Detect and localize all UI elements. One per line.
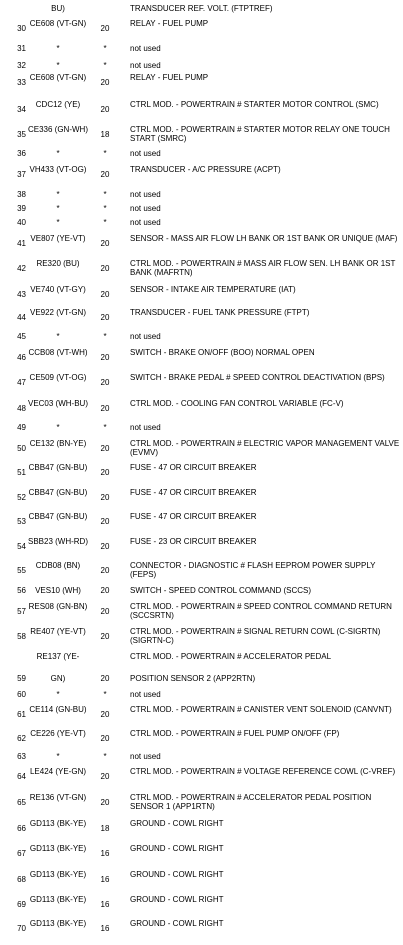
wire-gauge: 20 [100,710,110,719]
table-row [0,330,403,342]
wire-gauge: * [103,190,107,199]
circuit-function: not used [130,332,161,341]
circuit-id: * [56,332,60,341]
wire-gauge: 20 [100,542,110,551]
circuit-function: not used [130,149,161,158]
table-row [0,766,403,786]
wire-gauge: 20 [100,170,110,179]
wire-gauge: 20 [100,239,110,248]
circuit-function: CTRL MOD. - POWERTRAIN # ELECTRIC VAPOR MANAGEMENT VALVE (EVMV) [130,439,400,457]
table-row [0,536,403,556]
pin-number: 33 [17,78,26,87]
table-row [0,124,403,144]
circuit-id: RE137 (YE- [36,652,80,661]
circuit-id: GN) [50,674,66,683]
circuit-function: FUSE - 23 OR CIRCUIT BREAKER [130,537,257,546]
table-row [0,487,403,507]
table-row [0,216,403,228]
pin-number: 62 [17,734,26,743]
table-row [0,626,403,646]
table-row [0,894,403,914]
table-row [0,2,403,14]
table-row [0,164,403,184]
pin-number: 69 [17,900,26,909]
wire-gauge: * [103,218,107,227]
circuit-id: CBB47 (GN-BU) [28,488,88,497]
circuit-id: * [56,149,60,158]
pin-number: 43 [17,290,26,299]
circuit-function: RELAY - FUEL PUMP [130,73,209,82]
circuit-function: CTRL MOD. - POWERTRAIN # SIGNAL RETURN COWL (C-SIGRTN) (SIGRTN-C) [130,627,381,645]
circuit-function: GROUND - COWL RIGHT [130,844,224,853]
pin-number: 67 [17,849,26,858]
pin-number: 48 [17,404,26,413]
circuit-id: CE132 (BN-YE) [29,439,87,448]
circuit-id: CE509 (VT-OG) [29,373,87,382]
circuit-function: CONNECTOR - DIAGNOSTIC # FLASH EEPROM POWER SUPPLY (FEPS) [130,561,376,579]
table-row [0,704,403,724]
wire-gauge: 20 [100,798,110,807]
circuit-function: SWITCH - BRAKE PEDAL # SPEED CONTROL DEACTIVATION (BPS) [130,373,385,382]
wire-gauge: 18 [100,824,110,833]
wire-gauge: 20 [100,517,110,526]
pin-number: 42 [17,264,26,273]
pin-number: 54 [17,542,26,551]
table-row [0,728,403,748]
circuit-id: * [56,218,60,227]
pin-number: 65 [17,798,26,807]
table-row [0,372,403,392]
table-row [0,99,403,119]
circuit-id: CE608 (VT-GN) [29,73,87,82]
pin-number: 41 [17,239,26,248]
circuit-function: not used [130,190,161,199]
pin-number: 37 [17,170,26,179]
wire-gauge: * [103,44,107,53]
table-row [0,462,403,482]
circuit-function: not used [130,44,161,53]
pin-number: 30 [17,24,26,33]
circuit-id: * [56,61,60,70]
pin-number: 31 [17,44,26,53]
table-row [0,347,403,367]
circuit-id: CE226 (YE-VT) [30,729,86,738]
pin-number: 55 [17,566,26,575]
table-row [0,398,403,418]
pin-number: 32 [17,61,26,70]
pin-number: 39 [17,204,26,213]
circuit-function: not used [130,690,161,699]
table-row [0,792,403,812]
wire-gauge: 20 [100,674,110,683]
table-row [0,233,403,253]
circuit-function: GROUND - COWL RIGHT [130,919,224,928]
circuit-id: VE922 (VT-GN) [29,308,86,317]
pin-number: 47 [17,378,26,387]
circuit-function: not used [130,423,161,432]
table-row [0,188,403,200]
circuit-function: CTRL MOD. - POWERTRAIN # VOLTAGE REFERENCE COWL (C-VREF) [130,767,396,776]
wire-gauge: 20 [100,607,110,616]
wire-gauge: * [103,204,107,213]
circuit-function: CTRL MOD. - POWERTRAIN # CANISTER VENT SOLENOID (CANVNT) [130,705,392,714]
wire-gauge: * [103,149,107,158]
circuit-id: VE807 (YE-VT) [30,234,86,243]
wire-gauge: 16 [100,924,110,933]
pin-number: 70 [17,924,26,933]
table-row [0,750,403,762]
pin-number: 63 [17,752,26,761]
table-row [0,843,403,863]
circuit-function: GROUND - COWL RIGHT [130,819,224,828]
circuit-function: FUSE - 47 OR CIRCUIT BREAKER [130,512,257,521]
pin-number: 34 [17,105,26,114]
wire-gauge: * [103,690,107,699]
circuit-function: TRANSDUCER - FUEL TANK PRESSURE (FTPT) [130,308,310,317]
circuit-function: not used [130,752,161,761]
circuit-id: RE407 (YE-VT) [30,627,86,636]
wire-gauge: * [103,752,107,761]
table-row [0,601,403,621]
circuit-id: GD113 (BK-YE) [29,919,87,928]
circuit-function: GROUND - COWL RIGHT [130,895,224,904]
circuit-id: * [56,190,60,199]
circuit-id: CBB47 (GN-BU) [28,512,88,521]
circuit-function: SENSOR - INTAKE AIR TEMPERATURE (IAT) [130,285,296,294]
wire-gauge: 20 [100,772,110,781]
circuit-function: CTRL MOD. - POWERTRAIN # ACCELERATOR PEDAL POSITION SENSOR 1 (APP1RTN) [130,793,372,811]
circuit-id: SBB23 (WH-RD) [27,537,88,546]
circuit-id: RE136 (VT-GN) [29,793,87,802]
circuit-id: VES10 (WH) [35,586,81,595]
wire-gauge: 20 [100,378,110,387]
wire-gauge: 20 [100,78,110,87]
wire-gauge: 20 [100,313,110,322]
table-row [0,560,403,580]
table-row [0,511,403,531]
pin-number: 49 [17,423,26,432]
circuit-function: TRANSDUCER - A/C PRESSURE (ACPT) [130,165,281,174]
table-row [0,438,403,458]
circuit-function: TRANSDUCER REF. VOLT. (FTPTREF) [130,4,273,13]
circuit-id: * [56,752,60,761]
circuit-function: CTRL MOD. - POWERTRAIN # FUEL PUMP ON/OFF (FP) [130,729,340,738]
circuit-id: CE336 (GN-WH) [27,125,88,134]
circuit-function: not used [130,61,161,70]
table-row [0,650,403,662]
pin-number: 66 [17,824,26,833]
pin-number: 61 [17,710,26,719]
circuit-id: VE740 (VT-GY) [30,285,86,294]
circuit-id: * [56,690,60,699]
wire-gauge: 20 [100,404,110,413]
table-row [0,59,403,71]
wire-gauge: 20 [100,353,110,362]
pin-number: 50 [17,444,26,453]
table-row [0,918,403,938]
table-row [0,258,403,278]
circuit-id: * [56,44,60,53]
circuit-function: CTRL MOD. - POWERTRAIN # MASS AIR FLOW SEN. LH BANK OR 1ST BANK (MAFRTN) [130,259,396,277]
circuit-id: VEC03 (WH-BU) [27,399,88,408]
wire-gauge: 20 [100,24,110,33]
table-row [0,147,403,159]
wire-gauge: 20 [100,586,110,595]
circuit-id: CDC12 (YE) [35,100,81,109]
pin-number: 36 [17,149,26,158]
pin-number: 60 [17,690,26,699]
wire-gauge: 20 [100,566,110,575]
circuit-function: CTRL MOD. - POWERTRAIN # ACCELERATOR PEDAL [130,652,332,661]
wire-gauge: * [103,61,107,70]
pin-number: 57 [17,607,26,616]
pin-number: 51 [17,468,26,477]
circuit-id: VH433 (VT-OG) [29,165,87,174]
circuit-id: CDB08 (BN) [35,561,81,570]
circuit-function: SWITCH - BRAKE ON/OFF (BOO) NORMAL OPEN [130,348,315,357]
table-row [0,584,403,596]
circuit-function: CTRL MOD. - POWERTRAIN # STARTER MOTOR CONTROL (SMC) [130,100,379,109]
table-row [0,421,403,433]
pin-number: 64 [17,772,26,781]
circuit-id: BU) [51,4,65,13]
wire-gauge: 16 [100,875,110,884]
circuit-function: CTRL MOD. - POWERTRAIN # SPEED CONTROL COMMAND RETURN (SCCSRTN) [130,602,392,620]
circuit-function: GROUND - COWL RIGHT [130,870,224,879]
circuit-function: SENSOR - MASS AIR FLOW LH BANK OR 1ST BANK OR UNIQUE (MAF) [130,234,398,243]
circuit-id: GD113 (BK-YE) [29,844,87,853]
circuit-function: not used [130,204,161,213]
circuit-id: CBB47 (GN-BU) [28,463,88,472]
wire-gauge: 20 [100,468,110,477]
circuit-id: CE608 (VT-GN) [29,19,87,28]
circuit-id: GD113 (BK-YE) [29,819,87,828]
table-row [0,818,403,838]
wire-gauge: 20 [100,734,110,743]
pin-number: 44 [17,313,26,322]
table-row [0,284,403,304]
table-row [0,42,403,54]
pin-number: 68 [17,875,26,884]
wire-gauge: * [103,423,107,432]
circuit-id: * [56,423,60,432]
wire-gauge: 20 [100,444,110,453]
table-row [0,307,403,327]
wire-gauge: 18 [100,130,110,139]
pin-number: 58 [17,632,26,641]
circuit-function: RELAY - FUEL PUMP [130,19,209,28]
pin-number: 46 [17,353,26,362]
circuit-function: FUSE - 47 OR CIRCUIT BREAKER [130,488,257,497]
pin-number: 56 [17,586,26,595]
pin-number: 59 [17,674,26,683]
pin-number: 40 [17,218,26,227]
pin-number: 45 [17,332,26,341]
circuit-id: CCB08 (VT-WH) [28,348,88,357]
wire-gauge: 16 [100,849,110,858]
pin-number: 35 [17,130,26,139]
circuit-id: * [56,204,60,213]
wire-gauge: 20 [100,264,110,273]
wire-gauge: * [103,332,107,341]
circuit-id: RE320 (BU) [36,259,80,268]
circuit-id: CE114 (GN-BU) [29,705,87,714]
table-row [0,688,403,700]
wire-gauge: 20 [100,105,110,114]
pin-number: 53 [17,517,26,526]
pin-number: 52 [17,493,26,502]
pin-number: 38 [17,190,26,199]
circuit-id: GD113 (BK-YE) [29,895,87,904]
wire-gauge: 20 [100,493,110,502]
table-row [0,18,403,38]
circuit-id: LE424 (YE-GN) [29,767,87,776]
circuit-function: CTRL MOD. - POWERTRAIN # STARTER MOTOR RELAY ONE TOUCH START (SMRC) [130,125,390,143]
circuit-function: POSITION SENSOR 2 (APP2RTN) [130,674,256,683]
table-row [0,672,403,684]
wire-gauge: 20 [100,632,110,641]
table-row [0,72,403,92]
wire-gauge: 20 [100,290,110,299]
table-row [0,869,403,889]
circuit-function: CTRL MOD. - COOLING FAN CONTROL VARIABLE (FC-V) [130,399,344,408]
table-row [0,202,403,214]
circuit-function: FUSE - 47 OR CIRCUIT BREAKER [130,463,257,472]
circuit-function: SWITCH - SPEED CONTROL COMMAND (SCCS) [130,586,312,595]
circuit-id: GD113 (BK-YE) [29,870,87,879]
wire-gauge: 16 [100,900,110,909]
circuit-function: not used [130,218,161,227]
circuit-id: RES08 (GN-BN) [28,602,88,611]
